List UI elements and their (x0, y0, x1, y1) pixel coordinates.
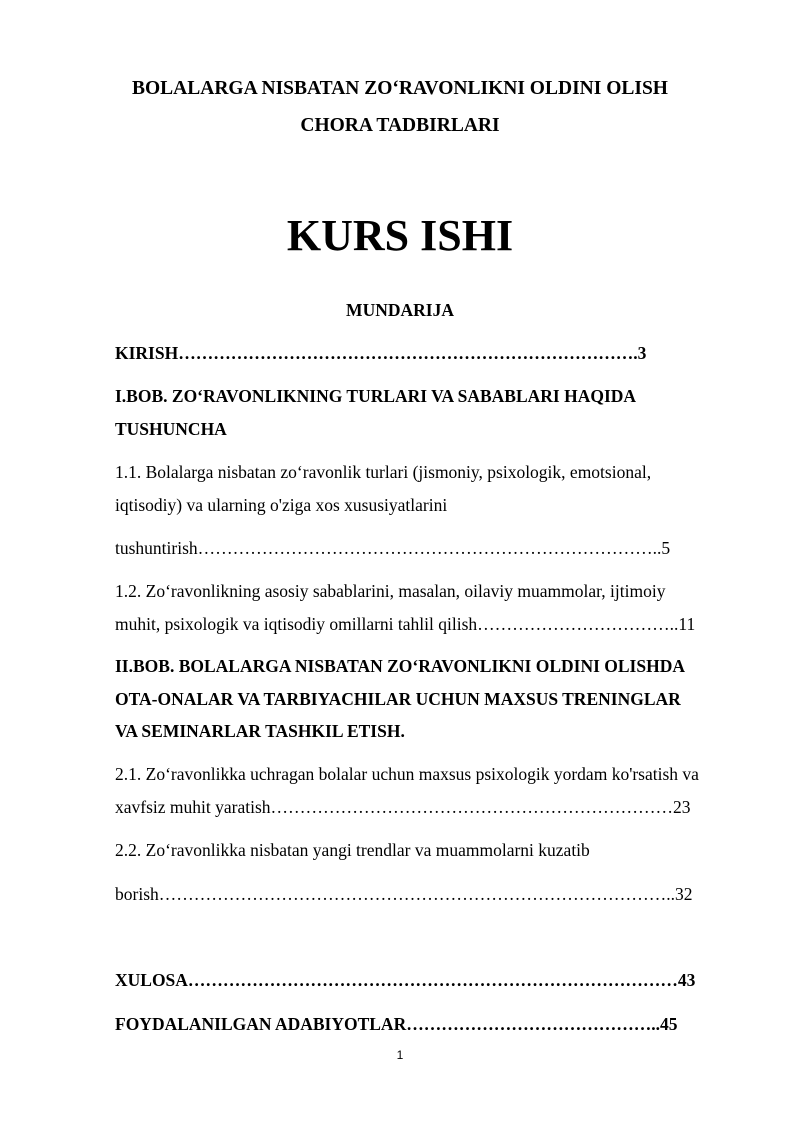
toc-chapter-2-line-3: VA SEMINARLAR TASHKIL ETISH. (115, 721, 405, 741)
toc-section-2-2-line-2: borish……………………………………………………………………………..32 (115, 884, 693, 904)
toc-section-2-1-line-2: xavfsiz muhit yaratish……………………………………………………………23 (115, 797, 691, 817)
toc-section-1-2-line-2: muhit, psixologik va iqtisodiy omillarni tahlil qilish……………………………..11 (115, 614, 696, 634)
toc-kirish: KIRISH…………………………………………………………………….3 (115, 343, 647, 363)
page-number: 1 (396, 1048, 404, 1062)
toc-section-2-1-line-1: 2.1. Zo‘ravonlikka uchragan bolalar uchun maxsus psixologik yordam ko'rsatish va (115, 764, 699, 784)
toc-section-1-2-line-1: 1.2. Zo‘ravonlikning asosiy sabablarini, masalan, oilaviy muammolar, ijtimoiy (115, 581, 666, 601)
toc-section-2-2-line-1: 2.2. Zo‘ravonlikka nisbatan yangi trendlar va muammolarni kuzatib (115, 840, 590, 860)
toc-adabiyotlar: FOYDALANILGAN ADABIYOTLAR……………………………………..45 (115, 1014, 678, 1034)
document-title-line-2: CHORA TADBIRLARI (300, 115, 500, 136)
toc-section-1-1-line-3: tushuntirish……………………………………………………………………..5 (115, 538, 671, 558)
toc-section-1-1-line-1: 1.1. Bolalarga nisbatan zo‘ravonlik turlari (jismoniy, psixologik, emotsional, (115, 462, 652, 482)
toc-xulosa: XULOSA…………………………………………………………………………43 (115, 970, 696, 990)
toc-chapter-2-line-2: OTA-ONALAR VA TARBIYACHILAR UCHUN MAXSUS TRENINGLAR (115, 689, 681, 709)
document-title-line-1: BOLALARGA NISBATAN ZO‘RAVONLIKNI OLDINI OLISH (132, 78, 668, 99)
contents-heading: MUNDARIJA (346, 300, 454, 320)
toc-chapter-1-line-2: TUSHUNCHA (115, 419, 227, 439)
toc-chapter-1-line-1: I.BOB. ZO‘RAVONLIKNING TURLARI VA SABABLARI HAQIDA (115, 386, 637, 406)
toc-chapter-2-line-1: II.BOB. BOLALARGA NISBATAN ZO‘RAVONLIKNI OLDINI OLISHDA (115, 656, 685, 676)
document-heading: KURS ISHI (286, 211, 514, 260)
toc-section-1-1-line-2: iqtisodiy) va ularning o'ziga xos xususiyatlarini (115, 495, 448, 515)
